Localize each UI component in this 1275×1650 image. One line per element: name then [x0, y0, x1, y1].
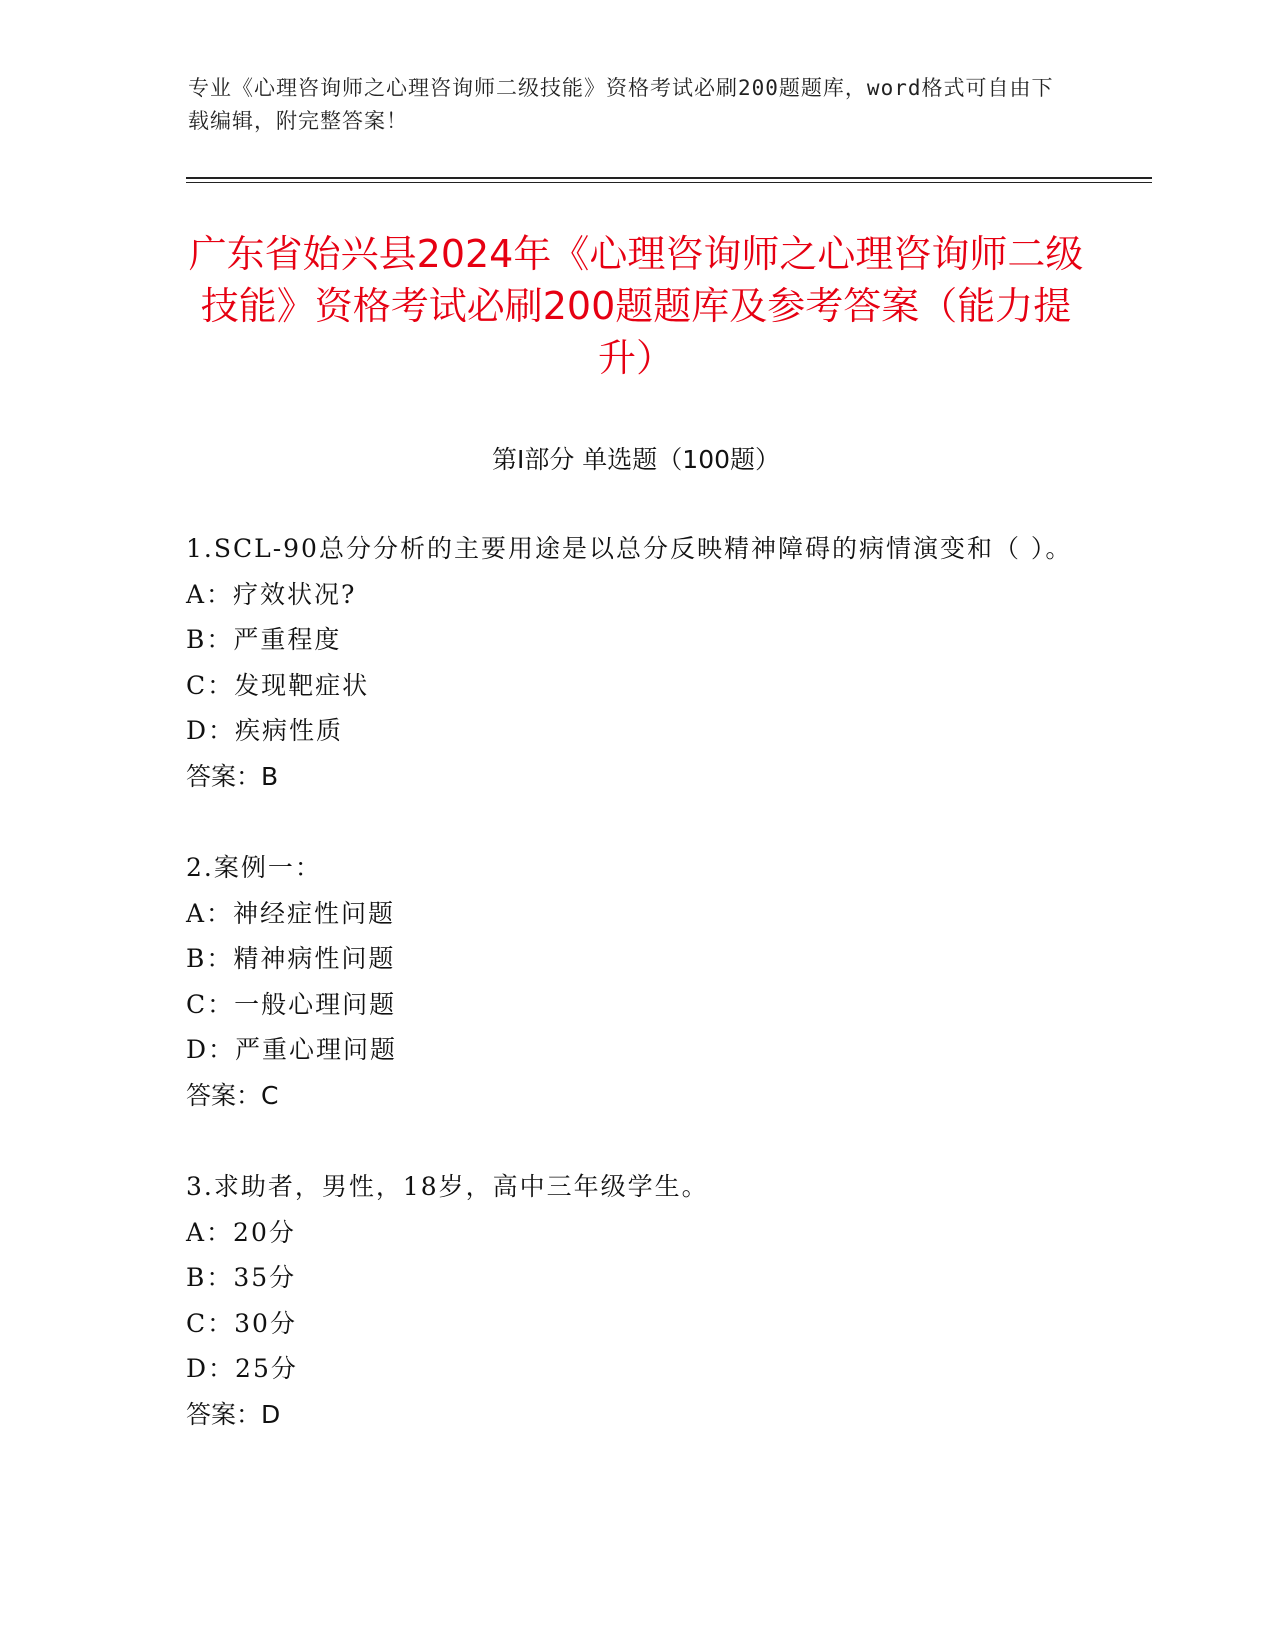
header-divider-thin [186, 182, 1152, 183]
option-b: B：精神病性问题 [186, 944, 396, 973]
option-b: B：严重程度 [186, 625, 342, 654]
option-a: A：20分 [186, 1217, 296, 1247]
option-d: D：严重心理问题 [186, 1035, 398, 1064]
question-stem: 2.案例一： [186, 853, 322, 882]
option-b: B：35分 [186, 1263, 297, 1292]
option-c: C：一般心理问题 [186, 989, 397, 1019]
section-title: 第Ⅰ部分 单选题（100题） [491, 445, 781, 474]
question-3 [186, 1164, 1086, 1437]
option-d: D：疾病性质 [186, 716, 344, 745]
answer: 答案：B [186, 761, 279, 791]
option-a: A：神经症性问题 [186, 898, 396, 928]
question-stem: 1.SCL-90总分分析的主要用途是以总分反映精神障碍的病情演变和（ ）。 [186, 534, 1073, 563]
answer: 答案：D [186, 1399, 281, 1429]
document-title: 广东省始兴县2024年《心理咨询师之心理咨询师二级技能》资格考试必刷200题题库及参考答案（能力提升） [188, 232, 1084, 380]
option-d: D：25分 [186, 1354, 298, 1383]
option-c: C：30分 [186, 1308, 297, 1338]
header-divider-thick [186, 177, 1152, 179]
question-2 [186, 845, 1086, 1118]
question-stem: 3.求助者，男性，18岁，高中三年级学生。 [186, 1172, 709, 1201]
header-note: 专业《心理咨询师之心理咨询师二级技能》资格考试必刷200题题库，word格式可自由下载编辑，附完整答案！ [188, 76, 1054, 133]
question-list [186, 526, 1086, 1483]
option-a: A：疗效状况? [186, 579, 357, 609]
answer: 答案：C [186, 1080, 279, 1110]
question-1 [186, 526, 1086, 799]
option-c: C：发现靶症状 [186, 670, 370, 700]
